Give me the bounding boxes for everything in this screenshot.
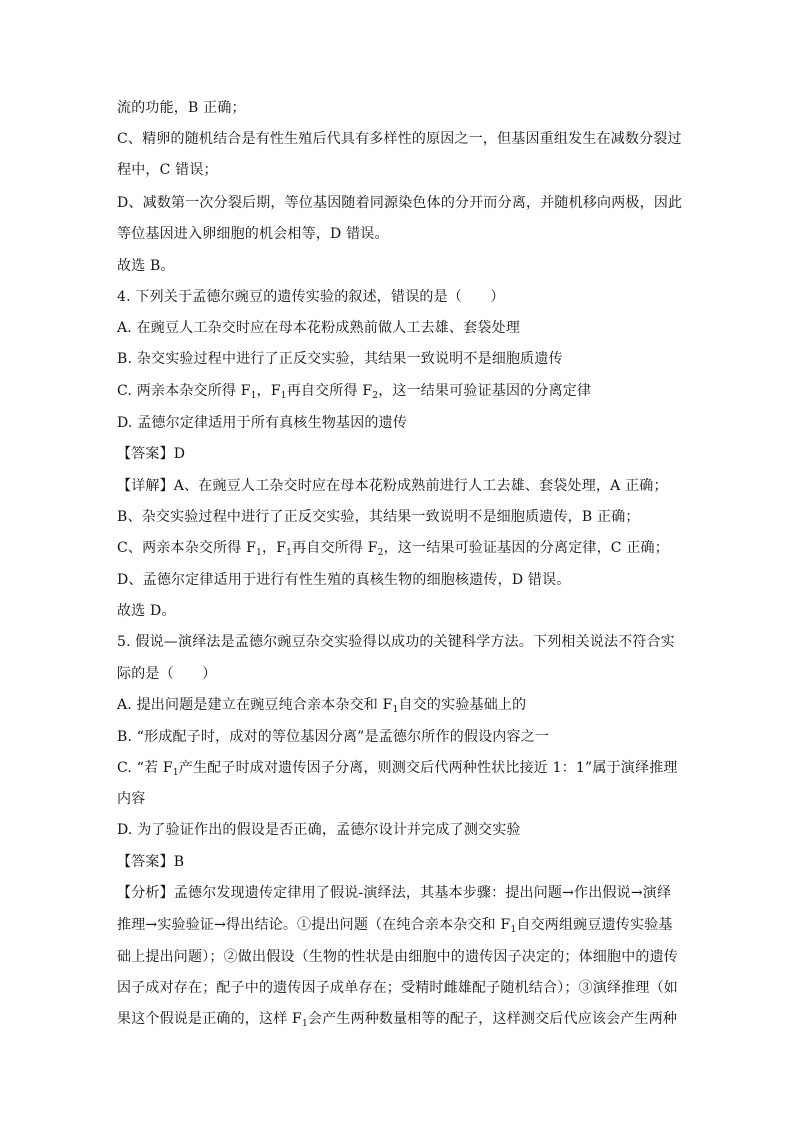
text-line: 故选 D。 [117,603,176,619]
option-c: C. “若 $F_1$产生配子时成对遗传因子分离，则测交后代两种性状比接近 1：1”属于演绎推理 [117,760,678,778]
option-b: B. “形成配子时，成对的等位基因分离”是孟德尔所作的假设内容之一 [117,729,550,745]
option-d: D. 为了验证作出的假设是否正确，孟德尔设计并完成了测交实验 [117,822,521,838]
explanation-line: D、孟德尔定律适用于进行有性生殖的真核生物的细胞核遗传，D 错误。 [117,572,571,588]
text-line: 故选 B。 [117,258,175,274]
text-line: 等位基因进入卵细胞的机会相等，D 错误。 [117,226,389,242]
answer-label: 【答案】B [117,854,185,870]
option-b: B. 杂交实验过程中进行了正反交实验，其结果一致说明不是细胞质遗传 [117,351,563,367]
analysis-line: 推理→实验验证→得出结论。①提出问题（在纯合亲本杂交和 $F_1$自交两组豌豆遗传实验基 [117,917,673,935]
explanation-line: C、两亲本杂交所得 $F_1$，$F_1$再自交所得 $F_2$，这一结果可验证基因的分离定律，C 正确； [117,540,669,558]
text-line: D、减数第一次分裂后期，等位基因随着同源染色体的分开而分离，并随机移向两极，因此 [117,195,683,211]
text-line: C、精卵的随机结合是有性生殖后代具有多样性的原因之一，但基因重组发生在减数分裂过 [117,131,682,147]
explanation-line: B、杂交实验过程中进行了正反交实验，其结果一致说明不是细胞质遗传，B 正确； [117,509,640,525]
question-4-stem: 4. 下列关于孟德尔豌豆的遗传实验的叙述，错误的是（ ） [117,289,505,305]
analysis-line: 因子成对存在；配子中的遗传因子成单存在；受精时雌雄配子随机结合）；③演绎推理（如 [117,980,678,996]
explanation-line: 【详解】A、在豌豆人工杂交时应在母本花粉成熟前进行人工去雄、套袋处理，A 正确； [117,478,668,494]
text-line: 流的功能，B 正确； [117,100,246,116]
analysis-line: 果这个假说是正确的，这样 $F_1$会产生两种数量相等的配子，这样测交后代应该会产生两种 [117,1011,678,1029]
answer-label: 【答案】D [117,446,186,462]
analysis-line: 础上提出问题）；②做出假设（生物的性状是由细胞中的遗传因子决定的；体细胞中的遗传 [117,949,678,965]
text-line: 程中，C 错误； [117,162,218,178]
option-d: D. 孟德尔定律适用于所有真核生物基因的遗传 [117,415,408,431]
question-5-stem: 5. 假说—演绎法是孟德尔豌豆杂交实验得以成功的关键科学方法。下列相关说法不符合实 [117,634,676,650]
option-c: C. 两亲本杂交所得 $F_1$，$F_1$再自交所得 $F_2$，这一结果可验证基因的分离定律 [117,383,592,401]
option-a: A. 提出问题是建立在豌豆纯合亲本杂交和 $F_1$自交的实验基础上的 [117,697,527,715]
option-c-cont: 内容 [117,791,146,807]
option-a: A. 在豌豆人工杂交时应在母本花粉成熟前做人工去雄、套袋处理 [117,320,521,336]
analysis-line: 【分析】孟德尔发现遗传定律用了假说-演绎法，其基本步骤：提出问题→作出假说→演绎 [117,885,672,901]
question-5-stem-cont: 际的是（ ） [117,666,217,682]
